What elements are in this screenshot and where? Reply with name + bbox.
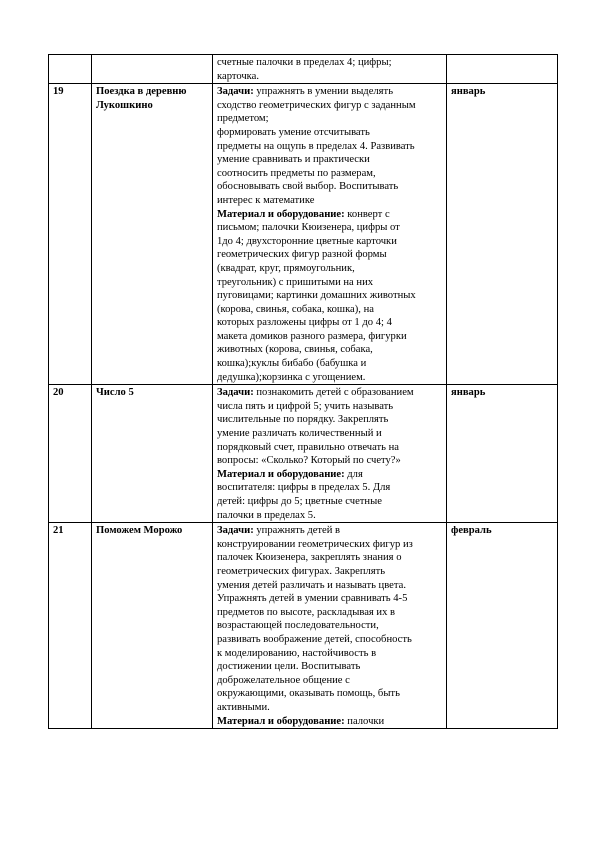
description-line: [217, 701, 442, 715]
topic-line: Число 5: [96, 387, 134, 399]
description-text: интерес к математике: [217, 194, 315, 206]
description-line: [217, 468, 442, 482]
lesson-topic: [92, 84, 213, 385]
description-line: [217, 633, 442, 647]
description-text: которых разложены цифры от 1 до 4; 4: [217, 317, 392, 329]
description-line: [217, 70, 442, 84]
section-heading: Задачи:: [217, 387, 254, 399]
lesson-description: [213, 523, 447, 729]
description-line: [217, 330, 442, 344]
description-text: для: [344, 468, 363, 480]
description-text: (корова, свинья, собака, кошка), на: [217, 303, 374, 315]
description-text: воспитателя: цифры в пределах 5. Для: [217, 482, 391, 494]
description-text: конструировании геометрических фигур из: [217, 538, 413, 550]
description-text: числа пять и цифрой 5; учить называть: [217, 400, 394, 412]
description-text: палочки в пределах 5.: [217, 509, 316, 521]
description-text: (квадрат, круг, прямоугольник,: [217, 262, 355, 274]
description-line: [217, 606, 442, 620]
description-text: предметы на ощупь в пределах 4. Развивать: [217, 140, 415, 152]
description-line: [217, 112, 442, 126]
description-text: активными.: [217, 701, 270, 713]
description-text: дедушка);корзинка с угощением.: [217, 371, 366, 383]
lesson-number: [49, 55, 92, 84]
description-line: [217, 357, 442, 371]
description-line: [217, 235, 442, 249]
description-line: [217, 565, 442, 579]
description-line: [217, 248, 442, 262]
table-body: [49, 55, 558, 729]
description-text: макета домиков разного размера, фигурки: [217, 330, 407, 342]
lesson-month: январь: [447, 385, 558, 523]
description-line: [217, 316, 442, 330]
description-line: [217, 579, 442, 593]
topic-line: Лукошкино: [96, 99, 153, 111]
description-text: детей: цифры до 5; цветные счетные: [217, 496, 382, 507]
description-text: формировать умение отсчитывать: [217, 126, 370, 138]
description-line: [217, 592, 442, 606]
description-text: возрастающей последовательности,: [217, 620, 379, 632]
description-text: окружающими, оказывать помощь, быть: [217, 688, 400, 700]
description-text: счетные палочки в пределах 4; цифры;: [217, 57, 392, 68]
description-text: геометрических фигур разной формы: [217, 249, 387, 261]
lesson-plan-table: [48, 54, 558, 729]
description-text: палочки: [344, 715, 385, 727]
table-row: [49, 385, 558, 523]
description-text: треугольник) с пришитыми на них: [217, 276, 374, 288]
description-text: умение различать количественный и: [217, 428, 382, 440]
description-text: 1до 4; двухсторонние цветные карточки: [217, 235, 397, 247]
description-line: [217, 276, 442, 290]
topic-line: Поездка в деревню: [96, 86, 187, 98]
section-heading: Задачи:: [217, 525, 254, 537]
description-line: [217, 85, 442, 99]
description-text: обосновывать свой выбор. Воспитывать: [217, 181, 399, 193]
description-text: палочек Кюизенера, закреплять знания о: [217, 552, 402, 564]
description-text: упражнять в умении выделять: [253, 86, 394, 98]
description-line: [217, 371, 442, 385]
description-line: [217, 481, 442, 495]
description-line: [217, 99, 442, 113]
description-line: [217, 660, 442, 674]
description-text: познакомить детей с образованием: [253, 387, 414, 399]
description-line: [217, 180, 442, 194]
description-text: достижении цели. Воспитывать: [217, 661, 361, 673]
description-text: животных (корова, свинья, собака,: [217, 344, 373, 356]
description-line: [217, 400, 442, 414]
lesson-month: январь: [447, 84, 558, 385]
description-line: [217, 167, 442, 181]
description-text: карточка.: [217, 70, 260, 82]
lesson-topic: [92, 523, 213, 729]
description-text: к моделированию, настойчивость в: [217, 647, 377, 659]
lesson-number: 20: [49, 385, 92, 523]
description-line: [217, 140, 442, 154]
section-heading: Задачи:: [217, 86, 254, 98]
description-line: [217, 687, 442, 701]
description-text: вопросы: «Сколько? Который по счету?»: [217, 455, 401, 467]
lesson-month: [447, 55, 558, 84]
description-line: [217, 262, 442, 276]
lesson-number: 19: [49, 84, 92, 385]
description-text: умение сравнивать и практически: [217, 154, 370, 166]
description-text: конверт с: [344, 208, 390, 220]
description-text: доброжелательное общение с: [217, 674, 350, 686]
description-line: [217, 524, 442, 538]
description-text: кошка);куклы бибабо (бабушка и: [217, 358, 367, 370]
lesson-topic: [92, 385, 213, 523]
lesson-topic: [92, 55, 213, 84]
description-line: [217, 386, 442, 400]
lesson-description: [213, 55, 447, 84]
description-line: [217, 619, 442, 633]
description-line: [217, 153, 442, 167]
lesson-description: [213, 84, 447, 385]
description-line: [217, 674, 442, 688]
description-line: [217, 303, 442, 317]
description-line: [217, 56, 442, 70]
description-text: предметом;: [217, 113, 269, 125]
table-row: [49, 523, 558, 729]
description-text: письмом; палочки Кюизенера, цифры от: [217, 222, 400, 234]
description-text: упражнять детей в: [253, 525, 341, 537]
description-line: [217, 289, 442, 303]
description-text: порядковый счет, правильно отвечать на: [217, 441, 399, 453]
description-line: [217, 715, 442, 729]
description-text: соотносить предметы по размерам,: [217, 167, 376, 179]
description-line: [217, 126, 442, 140]
description-line: [217, 194, 442, 208]
description-line: [217, 208, 442, 222]
description-line: [217, 509, 442, 523]
description-text: сходство геометрических фигур с заданным: [217, 99, 416, 111]
description-line: [217, 647, 442, 661]
description-line: [217, 551, 442, 565]
description-line: [217, 538, 442, 552]
description-line: [217, 495, 442, 509]
section-heading: Материал и оборудование:: [217, 468, 345, 480]
description-line: [217, 413, 442, 427]
description-text: геометрических фигурах. Закреплять: [217, 565, 386, 577]
description-text: умения детей различать и называть цвета.: [217, 579, 406, 591]
description-line: [217, 343, 442, 357]
lesson-month: февраль: [447, 523, 558, 729]
description-line: [217, 454, 442, 468]
description-text: Упражнять детей в умении сравнивать 4-5: [217, 593, 408, 605]
section-heading: Материал и оборудование:: [217, 715, 345, 727]
description-line: [217, 441, 442, 455]
lesson-description: [213, 385, 447, 523]
section-heading: Материал и оборудование:: [217, 208, 345, 220]
description-text: предметов по высоте, раскладывая их в: [217, 606, 396, 618]
table-row: [49, 55, 558, 84]
table-row: [49, 84, 558, 385]
description-text: развивать воображение детей, способность: [217, 633, 412, 645]
description-line: [217, 221, 442, 235]
description-text: числительные по порядку. Закреплять: [217, 414, 389, 426]
description-text: пуговицами; картинки домашних животных: [217, 290, 416, 302]
topic-line: Поможем Морожо: [96, 525, 183, 537]
description-line: [217, 427, 442, 441]
lesson-number: 21: [49, 523, 92, 729]
